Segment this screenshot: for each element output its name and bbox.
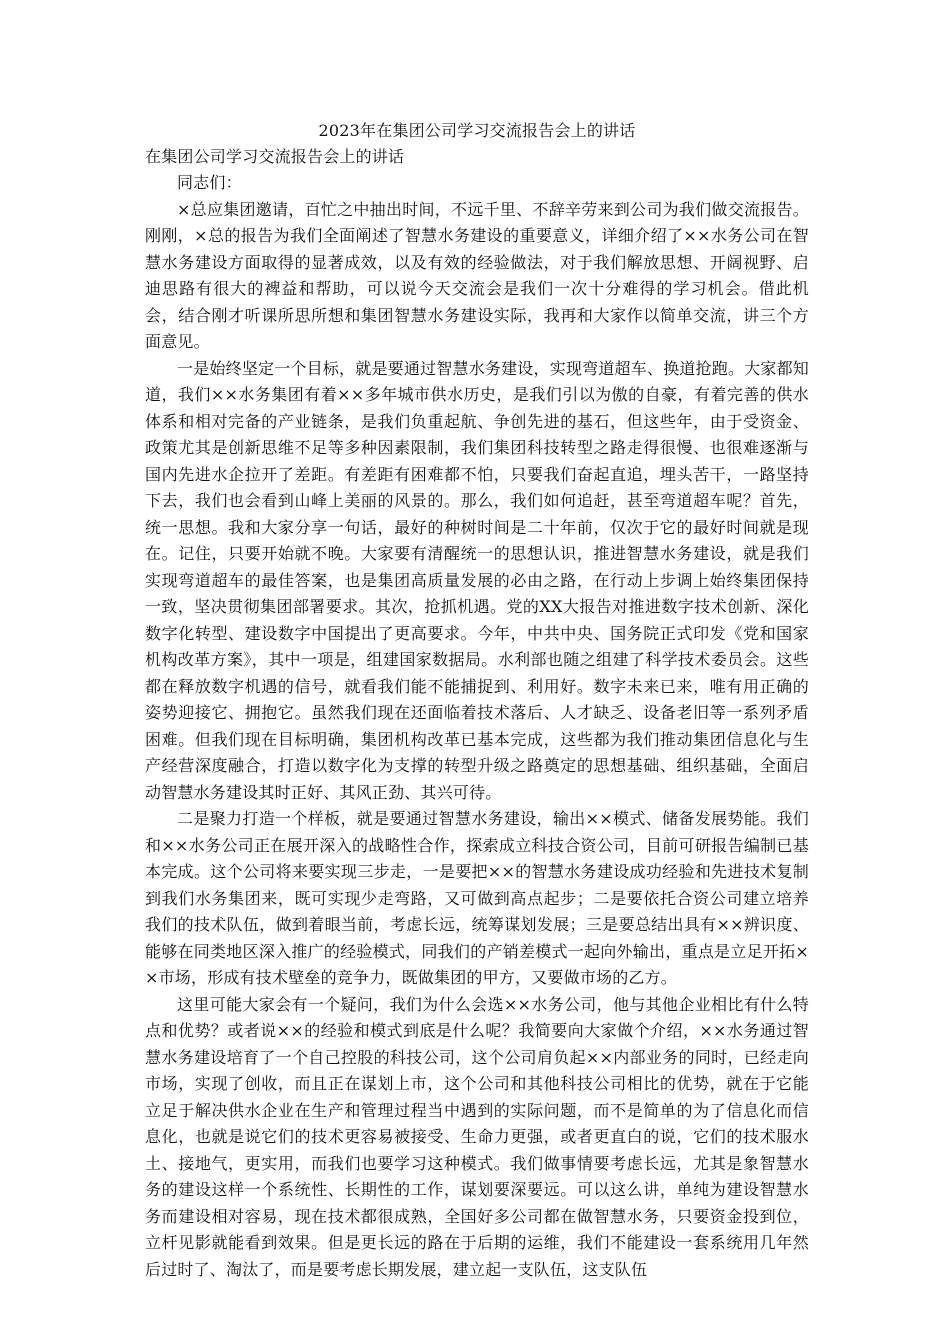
paragraph-intro: ×总应集团邀请，百忙之中抽出时间，不远千里、不辞辛劳来到公司为我们做交流报告。刚刚，×总的报告为我们全面阐述了智慧水务建设的重要意义，详细介绍了××水务公司在智慧水务建设方面取得的显著成效，以及有效的经验做法，对于我们解放思想、开阔视野、启迪思路有很大的裨益和帮助，可以说今天交流会是我们一次十分难得的学习机会。借此机会，结合刚才听课所思所想和集团智慧水务建设实际，我再和大家作以简单交流，讲三个方面意见。: [145, 199, 809, 351]
paragraph-explanation: 这里可能大家会有一个疑问，我们为什么会选××水务公司，他与其他企业相比有什么特点和优势？或者说××的经验和模式到底是什么呢？我简要向大家做个介绍，××水务通过智慧水务建设培育了一个自己控股的科技公司，这个公司肩负起××内部业务的同时，已经走向市场，实现了创收，而且正在谋划上市，这个公司和其他科技公司相比的优势，就在于它能立足于解决供水企业在生产和管理过程当中遇到的实际问题，而不是简单的为了信息化而信息化，也就是说它们的技术更容易被接受、生命力更强，或者更直白的说，它们的技术服水土、接地气，更实用，而我们也要学习这种模式。我们做事情要考虑长远，尤其是象智慧水务的建设这样一个系统性、长期性的工作，谋划要深要远。可以这么讲，单纯为建设智慧水务而建设相对容易，现在技术都很成熟，全国好多公司都在做智慧水务，只要资金投到位，立杆见影就能看到效果。但是更长远的路在于后期的运维，我们不能建设一套系统用几年然后过时了、淘汰了，而是要考虑长期发展，建立起一支队伍，这支队伍: [145, 994, 809, 1279]
paragraph-model-two: 二是聚力打造一个样板，就是要通过智慧水务建设，输出××模式、储备发展势能。我们和××水务公司正在展开深入的战略性合作，探索成立科技合资公司，目前可研报告编制已基本完成。这个公司将来要实现三步走，一是要把××的智慧水务建设成功经验和先进技术复制到我们水务集团来，既可实现少走弯路，又可做到高点起步；二是要依托合资公司建立培养我们的技术队伍，做到着眼当前，考虑长远，统筹谋划发展；三是要总结出具有××辨识度、能够在同类地区深入推广的经验模式，同我们的产销差模式一起向外输出，重点是立足开拓××市场，形成有技术壁垒的竞争力，既做集团的甲方，又要做市场的乙方。: [145, 809, 809, 987]
document-title: 2023年在集团公司学习交流报告会上的讲话: [318, 121, 636, 140]
paragraph-goal-one: 一是始终坚定一个目标，就是要通过智慧水务建设，实现弯道超车、换道抢跑。大家都知道，我们××水务集团有着××多年城市供水历史，是我们引以为傲的自豪，有着完善的供水体系和相对完备的产业链条，是我们负重起航、争创先进的基石，但这些年，由于受资金、政策尤其是创新思维不足等多种因素限制，我们集团科技转型之路走得很慢、也很难逐渐与国内先进水企拉开了差距。有差距有困难都不怕，只要我们奋起直追，埋头苦干，一路坚持下去，我们也会看到山峰上美丽的风景的。那么，我们如何追赶，甚至弯道超车呢？首先，统一思想。我和大家分享一句话，最好的种树时间是二十年前，仅次于它的最好时间就是现在。记住，只要开始就不晚。大家要有清醒统一的思想认识，推进智慧水务建设，就是我们实现弯道超车的最佳答案，也是集团高质量发展的必由之路，在行动上步调上始终集团保持一致，坚决贯彻集团部署要求。其次，抢抓机遇。党的XX大报告对推进数字技术创新、深化数字化转型、建设数字中国提出了更高要求。今年，中共中央、国务院正式印发《党和国家机构改革方案》，其中一项是，组建国家数据局。水利部也随之组建了科学技术委员会。这些都在释放数字机遇的信号，就看我们能不能捕捉到、利用好。数字未来已来，唯有用正确的姿势迎接它、拥抱它。虽然我们现在还面临着技术落后、人才缺乏、设备老旧等一系列矛盾困难。但我们现在目标明确，集团机构改革已基本完成，这些都为我们推动集团信息化与生产经营深度融合，打造以数字化为支撑的转型升级之路奠定的思想基础、组织基础，全面启动智慧水务建设其时正好、其风正劲、其兴可待。: [145, 358, 809, 802]
document-page: [145, 118, 809, 1283]
salutation: 同志们：: [177, 173, 242, 192]
document-subtitle: 在集团公司学习交流报告会上的讲话: [145, 147, 405, 166]
